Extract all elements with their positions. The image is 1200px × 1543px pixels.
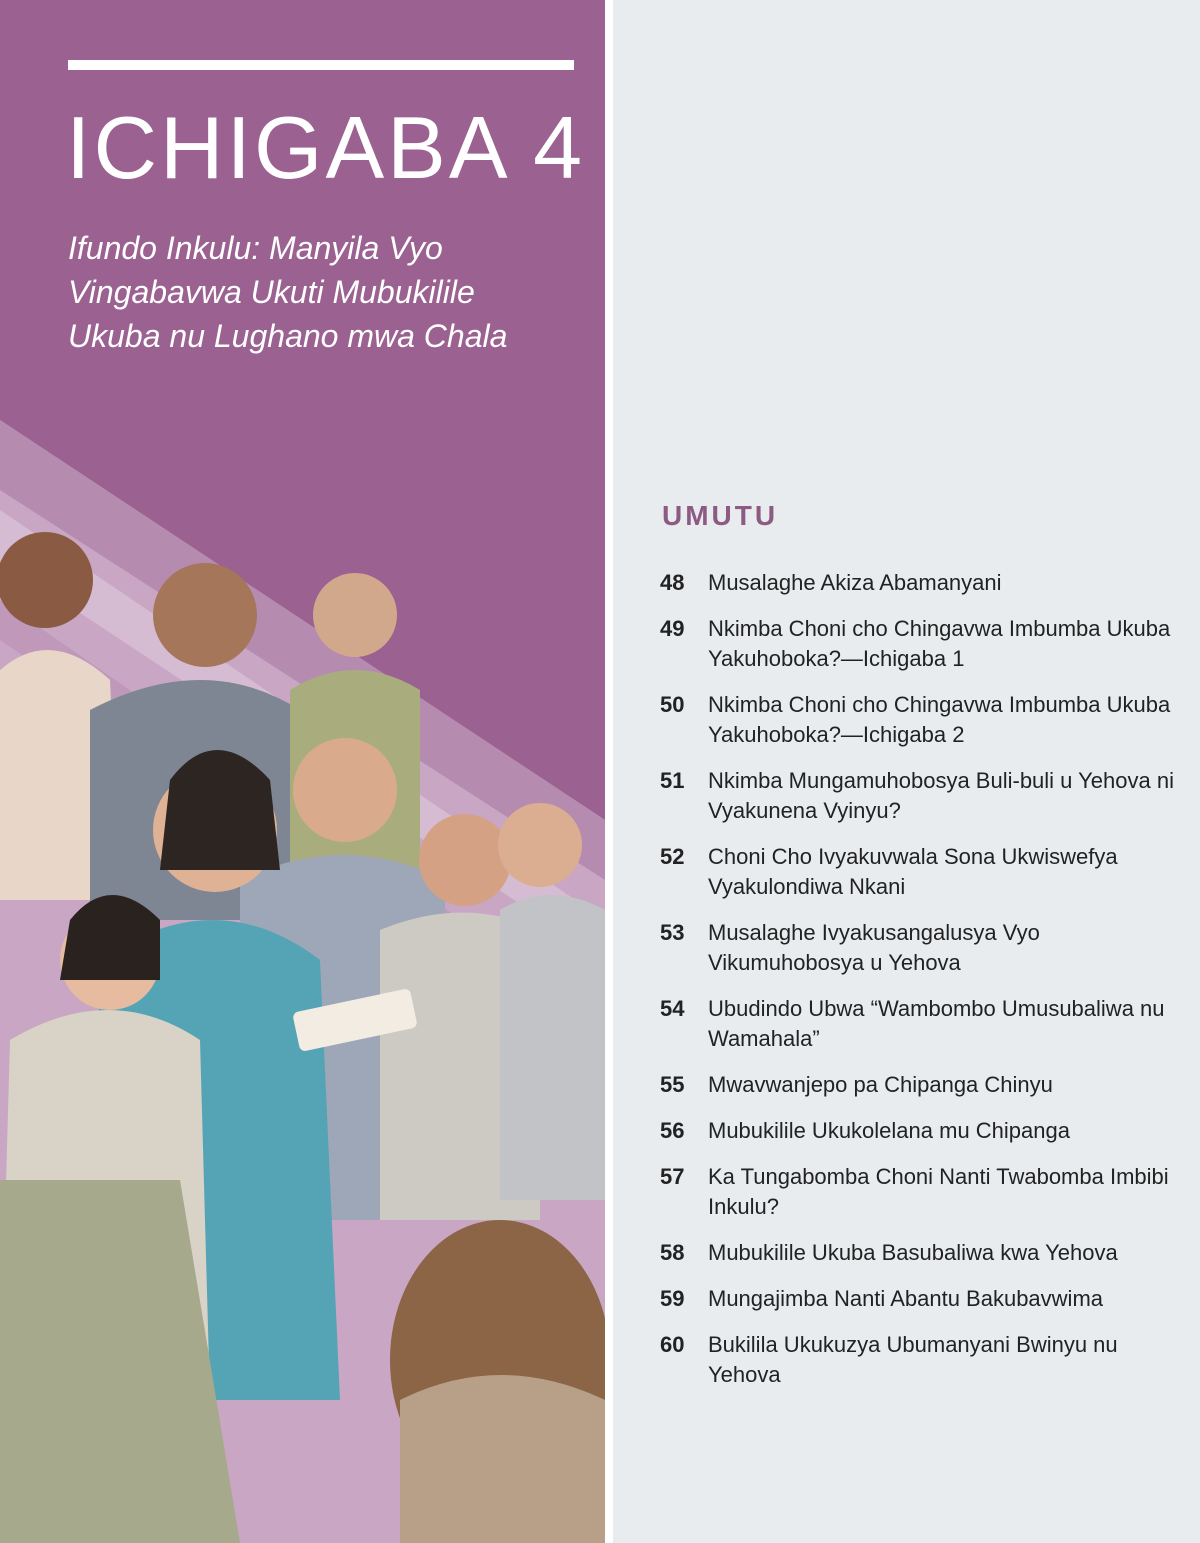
panel-divider — [605, 0, 613, 1543]
toc-title: Choni Cho Ivyakuvwala Sona Ukwiswefya Vyakulondiwa Nkani — [708, 844, 1118, 899]
toc-item[interactable] — [660, 690, 1180, 750]
toc-title: Mubukilile Ukuba Basubaliwa kwa Yehova — [708, 1240, 1118, 1265]
toc-item[interactable] — [660, 842, 1180, 902]
toc-title: Musalaghe Ivyakusangalusya Vyo Vikumuhobosya u Yehova — [708, 920, 1040, 975]
toc-number: 48 — [660, 570, 685, 595]
contents-panel — [613, 0, 1200, 1543]
toc-item[interactable] — [660, 568, 1180, 598]
toc-item[interactable] — [660, 1284, 1180, 1314]
toc-title: Musalaghe Akiza Abamanyani — [708, 570, 1002, 595]
toc-title: Mungajimba Nanti Abantu Bakubavwima — [708, 1286, 1104, 1311]
toc-number: 59 — [660, 1286, 685, 1311]
toc-title: Nkimba Choni cho Chingavwa Imbumba Ukuba Yakuhoboka?—Ichigaba 2 — [708, 692, 1171, 747]
congregation-illustration — [0, 400, 605, 1543]
table-of-contents — [660, 568, 1180, 1406]
toc-item[interactable] — [660, 1116, 1180, 1146]
toc-number: 56 — [660, 1118, 685, 1143]
toc-item[interactable] — [660, 994, 1180, 1054]
toc-title: Ubudindo Ubwa “Wambombo Umusubaliwa nu Wamahala” — [708, 996, 1165, 1051]
toc-item[interactable] — [660, 1238, 1180, 1268]
toc-number: 53 — [660, 920, 685, 945]
toc-number: 58 — [660, 1240, 685, 1265]
toc-title: Nkimba Mungamuhobosya Buli-buli u Yehova ni Vyakunena Vyinyu? — [708, 768, 1174, 823]
toc-item[interactable] — [660, 1162, 1180, 1222]
toc-number: 60 — [660, 1332, 685, 1357]
chapter-subtitle: Ifundo Inkulu: Manyila Vyo Vingabavwa Ukuti Mubukilile Ukuba nu Lughano mwa Chala — [68, 230, 508, 354]
toc-title: Nkimba Choni cho Chingavwa Imbumba Ukuba Yakuhoboka?—Ichigaba 1 — [708, 616, 1171, 671]
toc-title: Mubukilile Ukukolelana mu Chipanga — [708, 1118, 1070, 1143]
contents-heading: UMUTU — [662, 500, 779, 531]
toc-number: 57 — [660, 1164, 685, 1189]
toc-number: 52 — [660, 844, 685, 869]
toc-number: 49 — [660, 616, 685, 641]
chapter-title: ICHIGABA 4 — [66, 98, 586, 197]
toc-number: 55 — [660, 1072, 685, 1097]
toc-number: 50 — [660, 692, 685, 717]
toc-title: Ka Tungabomba Choni Nanti Twabomba Imbibi Inkulu? — [708, 1164, 1169, 1219]
toc-number: 54 — [660, 996, 685, 1021]
toc-item[interactable] — [660, 1330, 1180, 1390]
toc-title: Mwavwanjepo pa Chipanga Chinyu — [708, 1072, 1053, 1097]
toc-item[interactable] — [660, 918, 1180, 978]
toc-item[interactable] — [660, 1070, 1180, 1100]
toc-title: Bukilila Ukukuzya Ubumanyani Bwinyu nu Yehova — [708, 1332, 1118, 1387]
toc-number: 51 — [660, 768, 685, 793]
toc-item[interactable] — [660, 614, 1180, 674]
toc-item[interactable] — [660, 766, 1180, 826]
top-rule — [68, 60, 574, 70]
